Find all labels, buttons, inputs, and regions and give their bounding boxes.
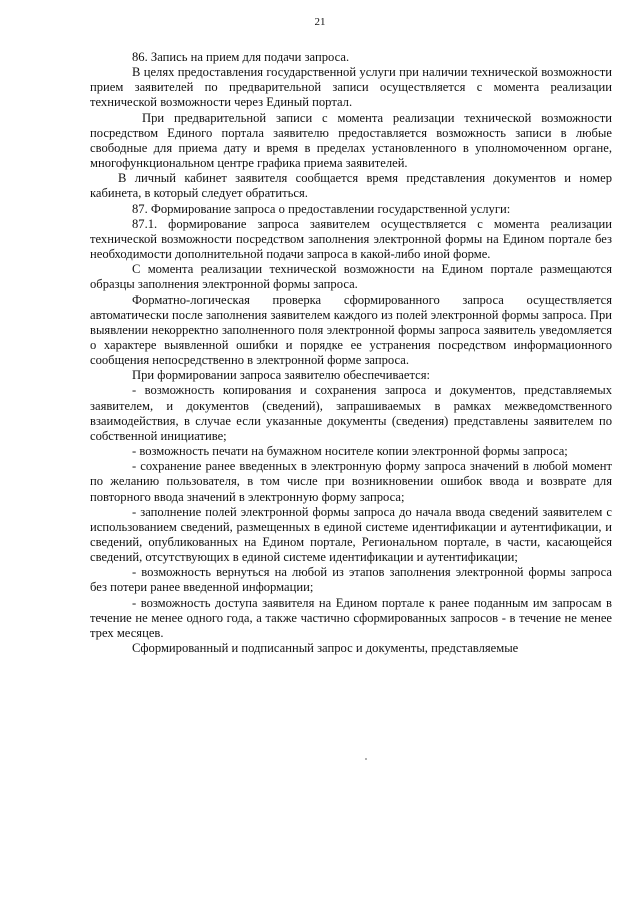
paragraph-87-heading: 87. Формирование запроса о предоставлении государственной услуги: <box>132 201 511 216</box>
document-body <box>90 50 612 656</box>
paragraph: В целях предоставления государственной услуги при наличии технической возможности прием заявителей по предварительной записи осуществляется с момента реализации технической возможности через Единый портал. <box>90 65 612 110</box>
paragraph-continues: Сформированный и подписанный запрос и документы, представляемые <box>132 641 519 656</box>
list-item: - возможность копирования и сохранения запроса и документов, представляемых заявителем, и документов (сведений), запрашиваемых в рамках межведомственного взаимодействия, в случае если указанные документы (сведения) представлены заявителем по собственной инициативе; <box>90 383 612 443</box>
paragraph-87-1: 87.1. формирование запроса заявителем осуществляется с момента реализации технической возможности посредством заполнения электронной формы на Едином портале без необходимости дополнительной подачи запроса в какой-либо иной форме. <box>90 216 612 262</box>
paragraph: С момента реализации технической возможности на Едином портале размещаются образцы заполнения электронной формы запроса. <box>90 262 612 292</box>
list-item: - сохранение ранее введенных в электронную форму запроса значений в любой момент по желанию пользователя, в том числе при возникновении ошибок ввода и возврате для повторного ввода значений в электронную форму запроса; <box>90 459 612 504</box>
page-number: 21 <box>314 16 326 28</box>
paragraph: Форматно-логическая проверка сформированного запроса осуществляется автоматически после заполнения заявителем каждого из полей электронной формы запроса. При выявлении некорректно заполненного поля электронной формы запроса заявитель уведомляется о характере выявленной ошибки и порядке ее устранения посредством информационного сообщения непосредственно в электронной форме запроса. <box>90 292 612 368</box>
paragraph: При формировании запроса заявителю обеспечивается: <box>132 368 431 383</box>
paragraph: При предварительной записи с момента реализации технической возможности посредством Единого портала заявителю предоставляется возможность записи в любые свободные для приема дату и время в пределах установленного в уполномоченном органе, многофункциональном центре графика приема заявителей. <box>90 110 612 171</box>
list-item: - возможность доступа заявителя на Едином портале к ранее поданным им запросам в течение не менее одного года, а также частично сформированных запросов - в течение не менее трех месяцев. <box>90 595 612 640</box>
list-item: - возможность вернуться на любой из этапов заполнения электронной формы запроса без потери ранее введенной информации; <box>90 565 612 595</box>
list-item: - возможность печати на бумажном носителе копии электронной формы запроса; <box>132 444 568 459</box>
list-item: - заполнение полей электронной формы запроса до начала ввода сведений заявителем с использованием сведений, размещенных в единой системе идентификации и аутентификации, и сведений, опубликованных на Едином портале, Региональном портале, в части, касающейся сведений, отсутствующих в единой системе идентификации и аутентификации; <box>90 504 612 565</box>
scan-speck <box>365 758 367 760</box>
paragraph-86-heading: 86. Запись на прием для подачи запроса. <box>132 50 350 64</box>
paragraph: В личный кабинет заявителя сообщается время представления документов и номер кабинета, в который следует обратиться. <box>90 171 612 201</box>
